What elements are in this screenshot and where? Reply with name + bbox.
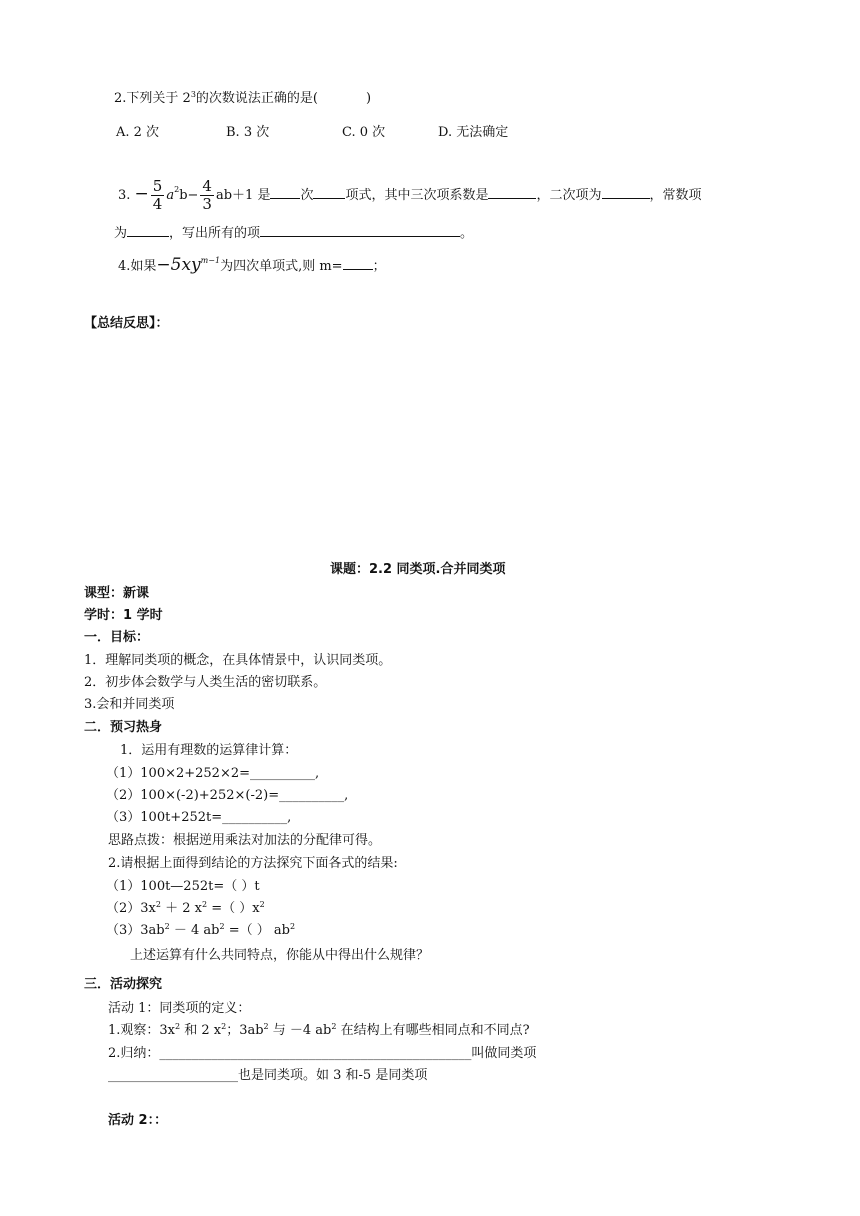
exp-sq: 2 [201,900,208,909]
q3-fraction-2 [200,178,214,213]
q4-math: −5xy [156,255,201,275]
q3-line2-b: ，写出所有的项 [169,226,261,241]
q3-blank-all-terms[interactable] [260,224,460,237]
explore-2 [106,901,265,917]
q3-ci: 次 [300,188,314,203]
explore-2-b: ＋ 2 x [160,901,202,916]
observe-line [108,1023,530,1039]
q3-blank-degree[interactable] [270,186,300,199]
q2-paren: ) [365,91,372,106]
explore-3-c: =（ ） ab [224,923,290,938]
q3-line1 [118,174,702,214]
q4-text-b: 为四次单项式,则 m= [220,259,343,274]
exp-sq: 2 [155,900,161,909]
calc-2: （2）100×(-2)+252×(-2)=__________, [106,788,349,803]
q3-blank-quadratic[interactable] [602,186,650,199]
explore-2-c: =（ ）x [207,901,260,916]
q2-exponent: 3 [190,90,196,99]
q2-option-b: B. 3 次 [226,125,270,140]
q2-stem [114,91,371,107]
q3-f1-numerator: 5 [152,177,163,195]
section-goals: 一．目标： [84,630,150,645]
preview-p1: 1．运用有理数的运算律计算： [120,743,298,758]
q3-f2-denominator: 3 [202,195,212,213]
exp-sq: 2 [175,1022,181,1031]
q3-term2: ab＋1 是 [215,188,271,203]
q3-line2 [114,224,473,242]
section-preview: 二．预习热身 [84,720,163,735]
exp-sq: 2 [164,922,170,931]
explore-1: （1）100t—252t=（ ）t [106,879,260,894]
q3-term1-b: b− [179,188,199,203]
summary-heading: 【总结反思】： [84,316,169,331]
q4-stem [118,257,386,275]
q3-line2-end: 。 [460,226,474,241]
pattern-question: 上述运算有什么共同特点，你能从中得出什么规律？ [130,948,430,963]
hint: 思路点拨：根据逆用乘法对加法的分配律可得。 [108,833,382,848]
observe-e: 在结构上有哪些相同点和不同点? [336,1023,530,1038]
section-activities: 三．活动探究 [84,977,163,992]
calc-3: （3）100t+252t=__________, [106,810,292,825]
q3-blank-constant[interactable] [127,224,169,237]
observe-d: 与 －4 ab [268,1023,332,1038]
preview-p2: 2.请根据上面得到结论的方法探究下面各式的结果: [108,856,398,871]
observe-c: ；3ab [226,1023,264,1038]
calc-1: （1）100×2+252×2=__________, [106,766,320,781]
observe-a: 1.观察：3x [108,1023,176,1038]
induce-line: 2.归纳：________________________________________________叫做同类项 [108,1046,537,1061]
exp-sq: 2 [289,922,296,931]
activity-1: 活动 1：同类项的定义： [108,1001,251,1016]
q3-blank-coef[interactable] [488,186,536,199]
q2-option-c: C. 0 次 [342,125,386,140]
lesson-type: 课型：新课 [84,586,150,601]
explore-3-b: － 4 ab [169,923,220,938]
exp-sq: 2 [263,1022,269,1031]
explore-2-a: （2）3x [106,901,156,916]
q3-blank-terms[interactable] [313,186,345,199]
q2-option-d: D. 无法确定 [438,125,509,140]
q2-text-b: 的次数说法正确的是( [195,91,318,106]
q4-text-a: 4.如果 [118,259,157,274]
observe-b: 和 2 x [180,1023,222,1038]
q3-minus: − [134,184,149,204]
goal-3: 3.会和并同类项 [84,697,175,712]
explore-3 [106,923,295,939]
q3-term1-exp: 2 [174,185,180,194]
goal-2: 2．初步体会数学与人类生活的密切联系。 [84,675,327,690]
exp-sq: 2 [221,1022,227,1031]
lesson-title: 课题：2.2 同类项.合并同类项 [330,562,506,577]
also-line: ____________________也是同类项。如 3 和-5 是同类项 [108,1068,428,1083]
q4-end: ； [372,259,386,274]
q3-fraction-1 [151,178,165,213]
q3-number: 3. [118,188,131,203]
exp-sq: 2 [219,922,225,931]
q4-blank-m[interactable] [343,257,373,270]
q3-changshu: ，常数项 [649,188,702,203]
q2-text: 2.下列关于 2 [114,91,191,106]
lesson-hours: 学时：1 学时 [84,608,163,623]
activity-2: 活动 2：： [108,1113,168,1128]
q3-f1-denominator: 4 [152,195,163,213]
explore-3-a: （3）3ab [106,923,165,938]
q3-erci: ，二次项为 [536,188,602,203]
goal-1: 1．理解同类项的概念，在具体情景中，认识同类项。 [84,653,392,668]
exp-sq: 2 [331,1022,337,1031]
q3-line2-a: 为 [114,226,128,241]
q3-f2-numerator: 4 [202,177,212,195]
q3-xiangshi: 项式，其中三次项系数是 [345,188,489,203]
exp-sq: 2 [259,900,265,909]
q3-term1-var: a [166,188,175,203]
q2-option-a: A. 2 次 [116,125,160,140]
q4-exponent: m−1 [200,256,221,265]
